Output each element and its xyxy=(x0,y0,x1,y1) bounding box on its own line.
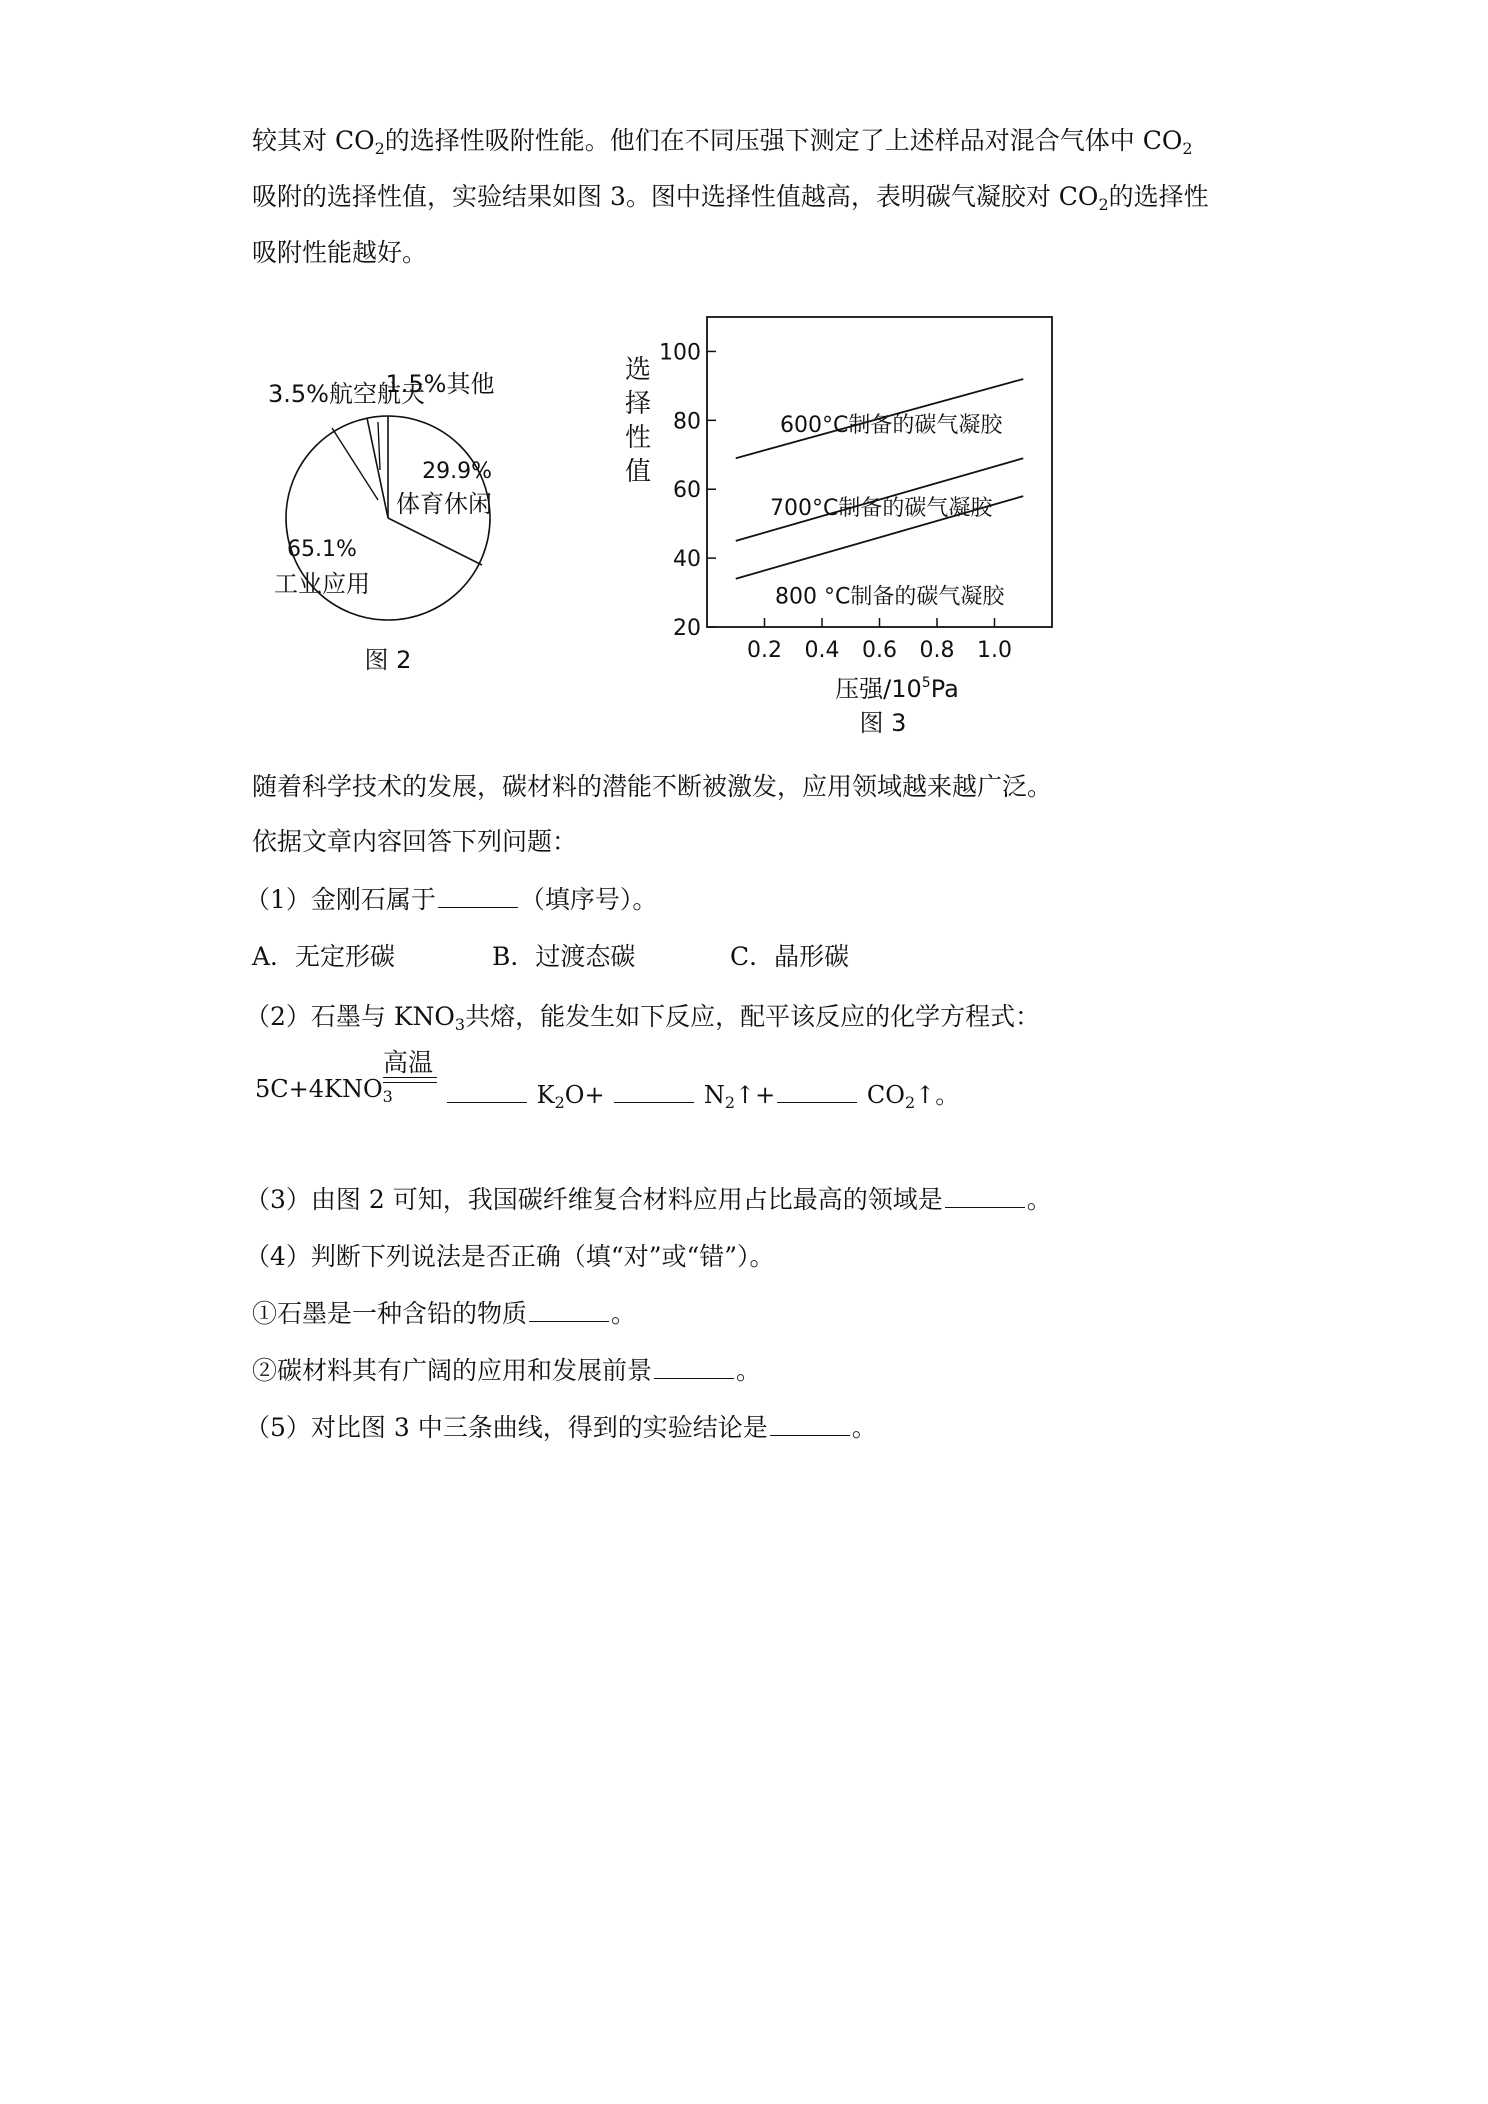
question-4-item-2: ②碳材料其有广阔的应用和发展前景 。 xyxy=(252,1356,762,1385)
question-4: （4）判断下列说法是否正确（填“对”或“错”）。 xyxy=(245,1242,775,1271)
answer-blank-q4-1[interactable] xyxy=(529,1299,609,1322)
series-group xyxy=(736,379,1024,609)
question-2: （2）石墨与 $KNO_3$共熔，能发生如下反应，配平该反应的化学方程式： xyxy=(245,1002,1041,1034)
figure-3-caption: 图 3 xyxy=(859,709,907,737)
intro-line-3: 吸附性能越好。 xyxy=(252,238,428,267)
question-4-item-1: ①石墨是一种含铅的物质 。 xyxy=(252,1299,637,1328)
plot-frame xyxy=(707,317,1052,627)
question-3: （3）由图 2 可知，我国碳纤维复合材料应用占比最高的领域是 。 xyxy=(245,1185,1052,1214)
reaction-condition: 高温 xyxy=(383,1048,434,1077)
figure-2-caption: 图 2 xyxy=(364,646,412,674)
figure-3-line-chart xyxy=(620,300,1120,750)
answer-blank-q4-2[interactable] xyxy=(654,1356,734,1379)
option-a[interactable]: A．无定形碳 xyxy=(252,942,396,971)
y-tick-label: 40 xyxy=(673,547,701,573)
answer-blank-q3[interactable] xyxy=(945,1185,1025,1208)
pie-label-other: 1.5%其他 xyxy=(385,370,495,398)
question-1-options xyxy=(252,940,849,974)
question-5: （5）对比图 3 中三条曲线，得到的实验结论是 。 xyxy=(245,1413,877,1442)
pie-label-industry: 工业应用 xyxy=(274,570,370,598)
series-label-3: 800 °C制备的碳气凝胶 xyxy=(775,584,1005,610)
option-c[interactable]: C．晶形碳 xyxy=(730,942,850,971)
pie-label-industry-pct: 65.1% xyxy=(287,537,357,562)
x-axis-label: 压强$/10^5Pa$ xyxy=(835,675,959,703)
series-label-1: 600°C制备的碳气凝胶 xyxy=(780,413,1003,439)
answer-blank-co2[interactable] xyxy=(777,1080,857,1103)
pie-label-sport: 体育休闲 xyxy=(396,490,492,518)
y-axis-label-char: 选 xyxy=(624,355,652,385)
answer-blank-q5[interactable] xyxy=(770,1413,850,1436)
x-tick-label: 0.6 xyxy=(862,638,897,663)
pie-label-sport-pct: 29.9% xyxy=(422,459,492,484)
intro-line-1: 较其对 $CO_2$的选择性吸附性能。他们在不同压强下测定了上述样品对混合气体中 $CO_2$ xyxy=(252,126,1193,158)
answer-blank-n2[interactable] xyxy=(614,1080,694,1103)
answer-blank-k2o[interactable] xyxy=(447,1080,527,1103)
y-axis-label-char: 值 xyxy=(624,457,652,487)
figure-2-pie xyxy=(250,350,670,680)
pie-slice-divider-other xyxy=(367,418,388,518)
y-tick-label: 60 xyxy=(673,478,701,504)
x-tick-label: 0.4 xyxy=(804,638,840,663)
pie-slice-divider-industry xyxy=(388,518,482,565)
x-tick-label: 0.8 xyxy=(919,638,955,663)
y-tick-label: 20 xyxy=(673,616,701,641)
y-tick-label: 80 xyxy=(673,409,701,435)
equation-lhs: $5C+4KNO_3$ xyxy=(255,1075,393,1106)
y-axis-label-char: 性 xyxy=(624,423,652,453)
equation-rhs: $K_2O+$ $N_2↑+$ $CO_2↑$。 xyxy=(445,1075,959,1112)
y-tick-label: 100 xyxy=(659,340,701,366)
paragraph-1: 随着科学技术的发展，碳材料的潜能不断被激发，应用领域越来越广泛。 xyxy=(252,772,1053,801)
pie-leader-other xyxy=(378,422,380,470)
y-axis-label xyxy=(625,355,651,487)
x-tick-label: 0.2 xyxy=(747,638,782,663)
series-label-2: 700°C制备的碳气凝胶 xyxy=(770,496,993,522)
question-1: （1）金刚石属于 （填序号）。 xyxy=(245,885,658,914)
intro-line-2: 吸附的选择性值，实验结果如图 3。图中选择性值越高，表明碳气凝胶对 $CO_2$的选择性 xyxy=(252,182,1209,214)
pie-label-aero: 3.5%航空航天 xyxy=(268,380,425,408)
answer-blank-q1[interactable] xyxy=(438,885,518,908)
paragraph-2: 依据文章内容回答下列问题： xyxy=(252,827,578,856)
x-ticks xyxy=(747,618,1012,663)
option-b[interactable]: B．过渡态碳 xyxy=(492,942,636,971)
y-axis-label-char: 择 xyxy=(624,389,652,419)
x-tick-label: 1.0 xyxy=(977,638,1012,663)
